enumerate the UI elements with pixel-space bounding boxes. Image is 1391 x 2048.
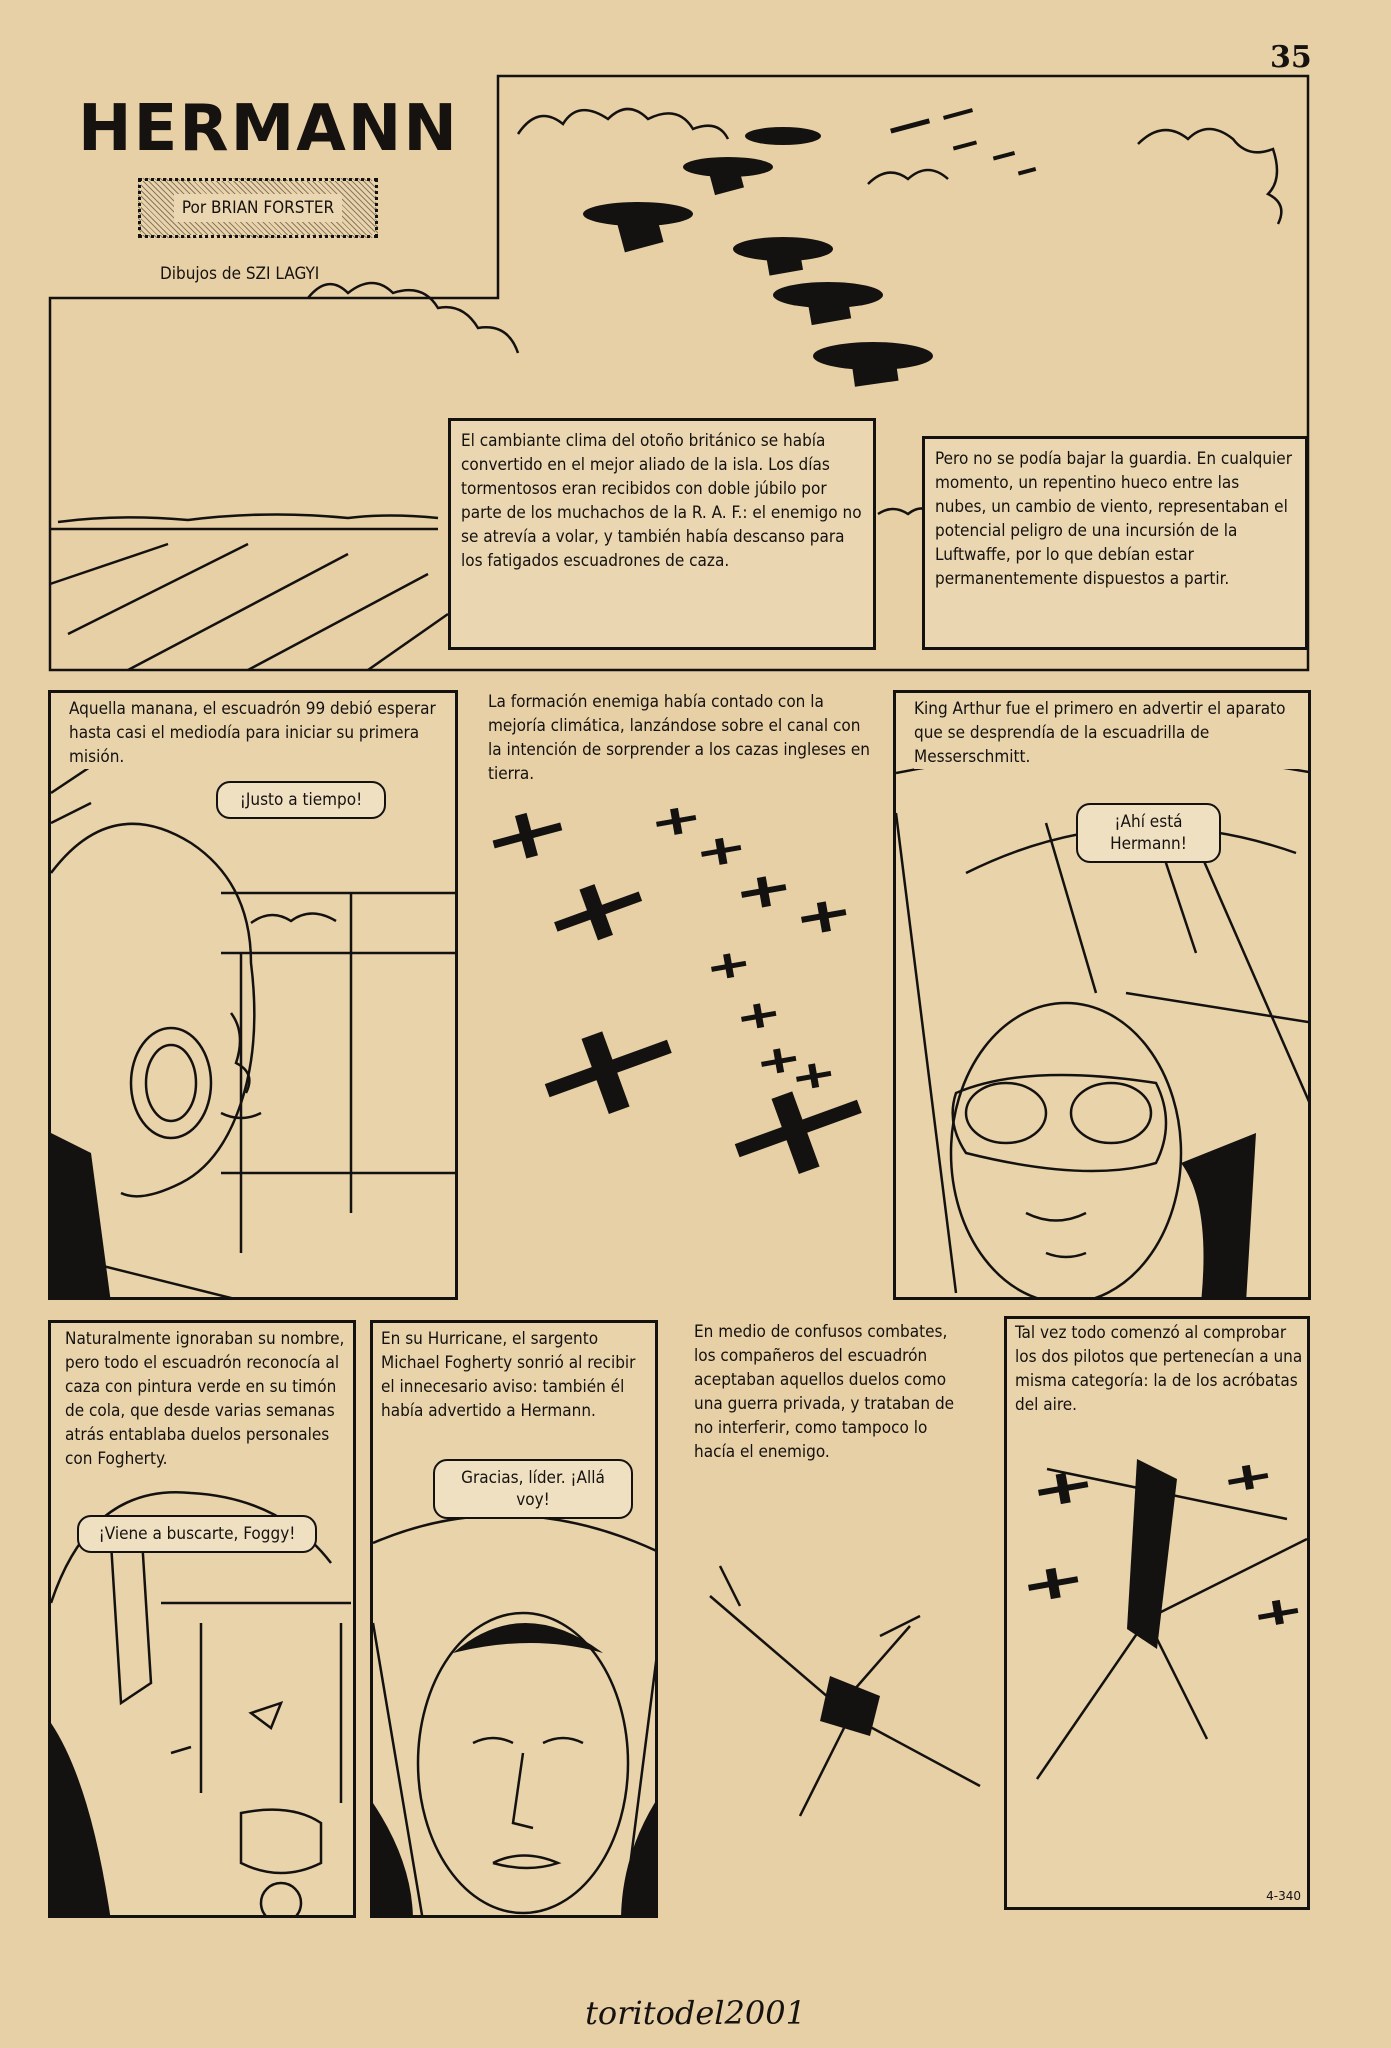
caption-p3: La formación enemiga había contado con la mejoría climática, lanzándose sobre el canal con la intención de sorprender a los cazas ingleses en tierra.	[488, 692, 870, 784]
panel-3-art	[470, 686, 880, 1300]
panel-3	[470, 686, 880, 1300]
panel-4	[893, 690, 1311, 1300]
panel-7	[680, 1316, 990, 1916]
balloon-p4: ¡Ahí está Hermann!	[1076, 803, 1221, 863]
caption-p6: En su Hurricane, el sargento Michael Fogherty sonrió al recibir el innecesario aviso: también él había advertido a Hermann.	[381, 1327, 651, 1423]
signature: toritodel2001	[585, 1994, 806, 2032]
panel-2	[48, 690, 458, 1300]
caption-p4: King Arthur fue el primero en advertir el aparato que se desprendía de la escuadrilla de Messerschmitt.	[914, 697, 1304, 769]
panel-7-art	[680, 1316, 990, 1916]
caption-p1-left: El cambiante clima del otoño británico se había convertido en el mejor aliado de la isla. Los días tormentosos eran recibidos con doble júbilo por parte de los muchachos de la R. A. F.: el enemigo no se atrevía a volar, y también había descanso para los fatigados escuadrones de caza.	[448, 418, 876, 650]
caption-p5: Naturalmente ignoraban su nombre, pero todo el escuadrón reconocía al caza con pintura verde en su timón de cola, que desde varias semanas atrás entablaba duelos personales con Fogherty.	[65, 1329, 345, 1469]
balloon-p5: ¡Viene a buscarte, Foggy!	[77, 1515, 317, 1553]
art-credit: Dibujos de SZI LAGYI	[160, 264, 320, 284]
print-code: 4-340	[1266, 1889, 1301, 1903]
author-credit: Por BRIAN FORSTER	[174, 194, 342, 222]
balloon-p2: ¡Justo a tiempo!	[216, 781, 386, 819]
author-credit-box	[138, 178, 378, 238]
page-number: 35	[1270, 40, 1312, 75]
panel-6	[370, 1320, 658, 1918]
story-title: HERMANN	[78, 92, 459, 166]
panel-8	[1004, 1316, 1310, 1910]
caption-p7: En medio de confusos combates, los compañeros del escuadrón aceptaban aquellos duelos como una guerra privada, y trataban de no interferir, como tampoco lo hacía el enemigo.	[694, 1322, 955, 1462]
caption-p2: Aquella manana, el escuadrón 99 debió esperar hasta casi el mediodía para iniciar su primera misión.	[69, 697, 449, 769]
panel-5	[48, 1320, 356, 1918]
panel-1	[48, 74, 1310, 672]
caption-p1-right: Pero no se podía bajar la guardia. En cualquier momento, un repentino hueco entre las nubes, un cambio de viento, representaban el potencial peligro de una incursión de la Luftwaffe, por lo que debían estar permanentemente dispuestos a partir.	[922, 436, 1308, 650]
balloon-p6: Gracias, líder. ¡Allá voy!	[433, 1459, 633, 1519]
panel-4-art	[896, 693, 1311, 1300]
caption-p8: Tal vez todo comenzó al comprobar los dos pilotos que pertenecían a una misma categoría: la de los acróbatas del aire.	[1015, 1321, 1305, 1417]
